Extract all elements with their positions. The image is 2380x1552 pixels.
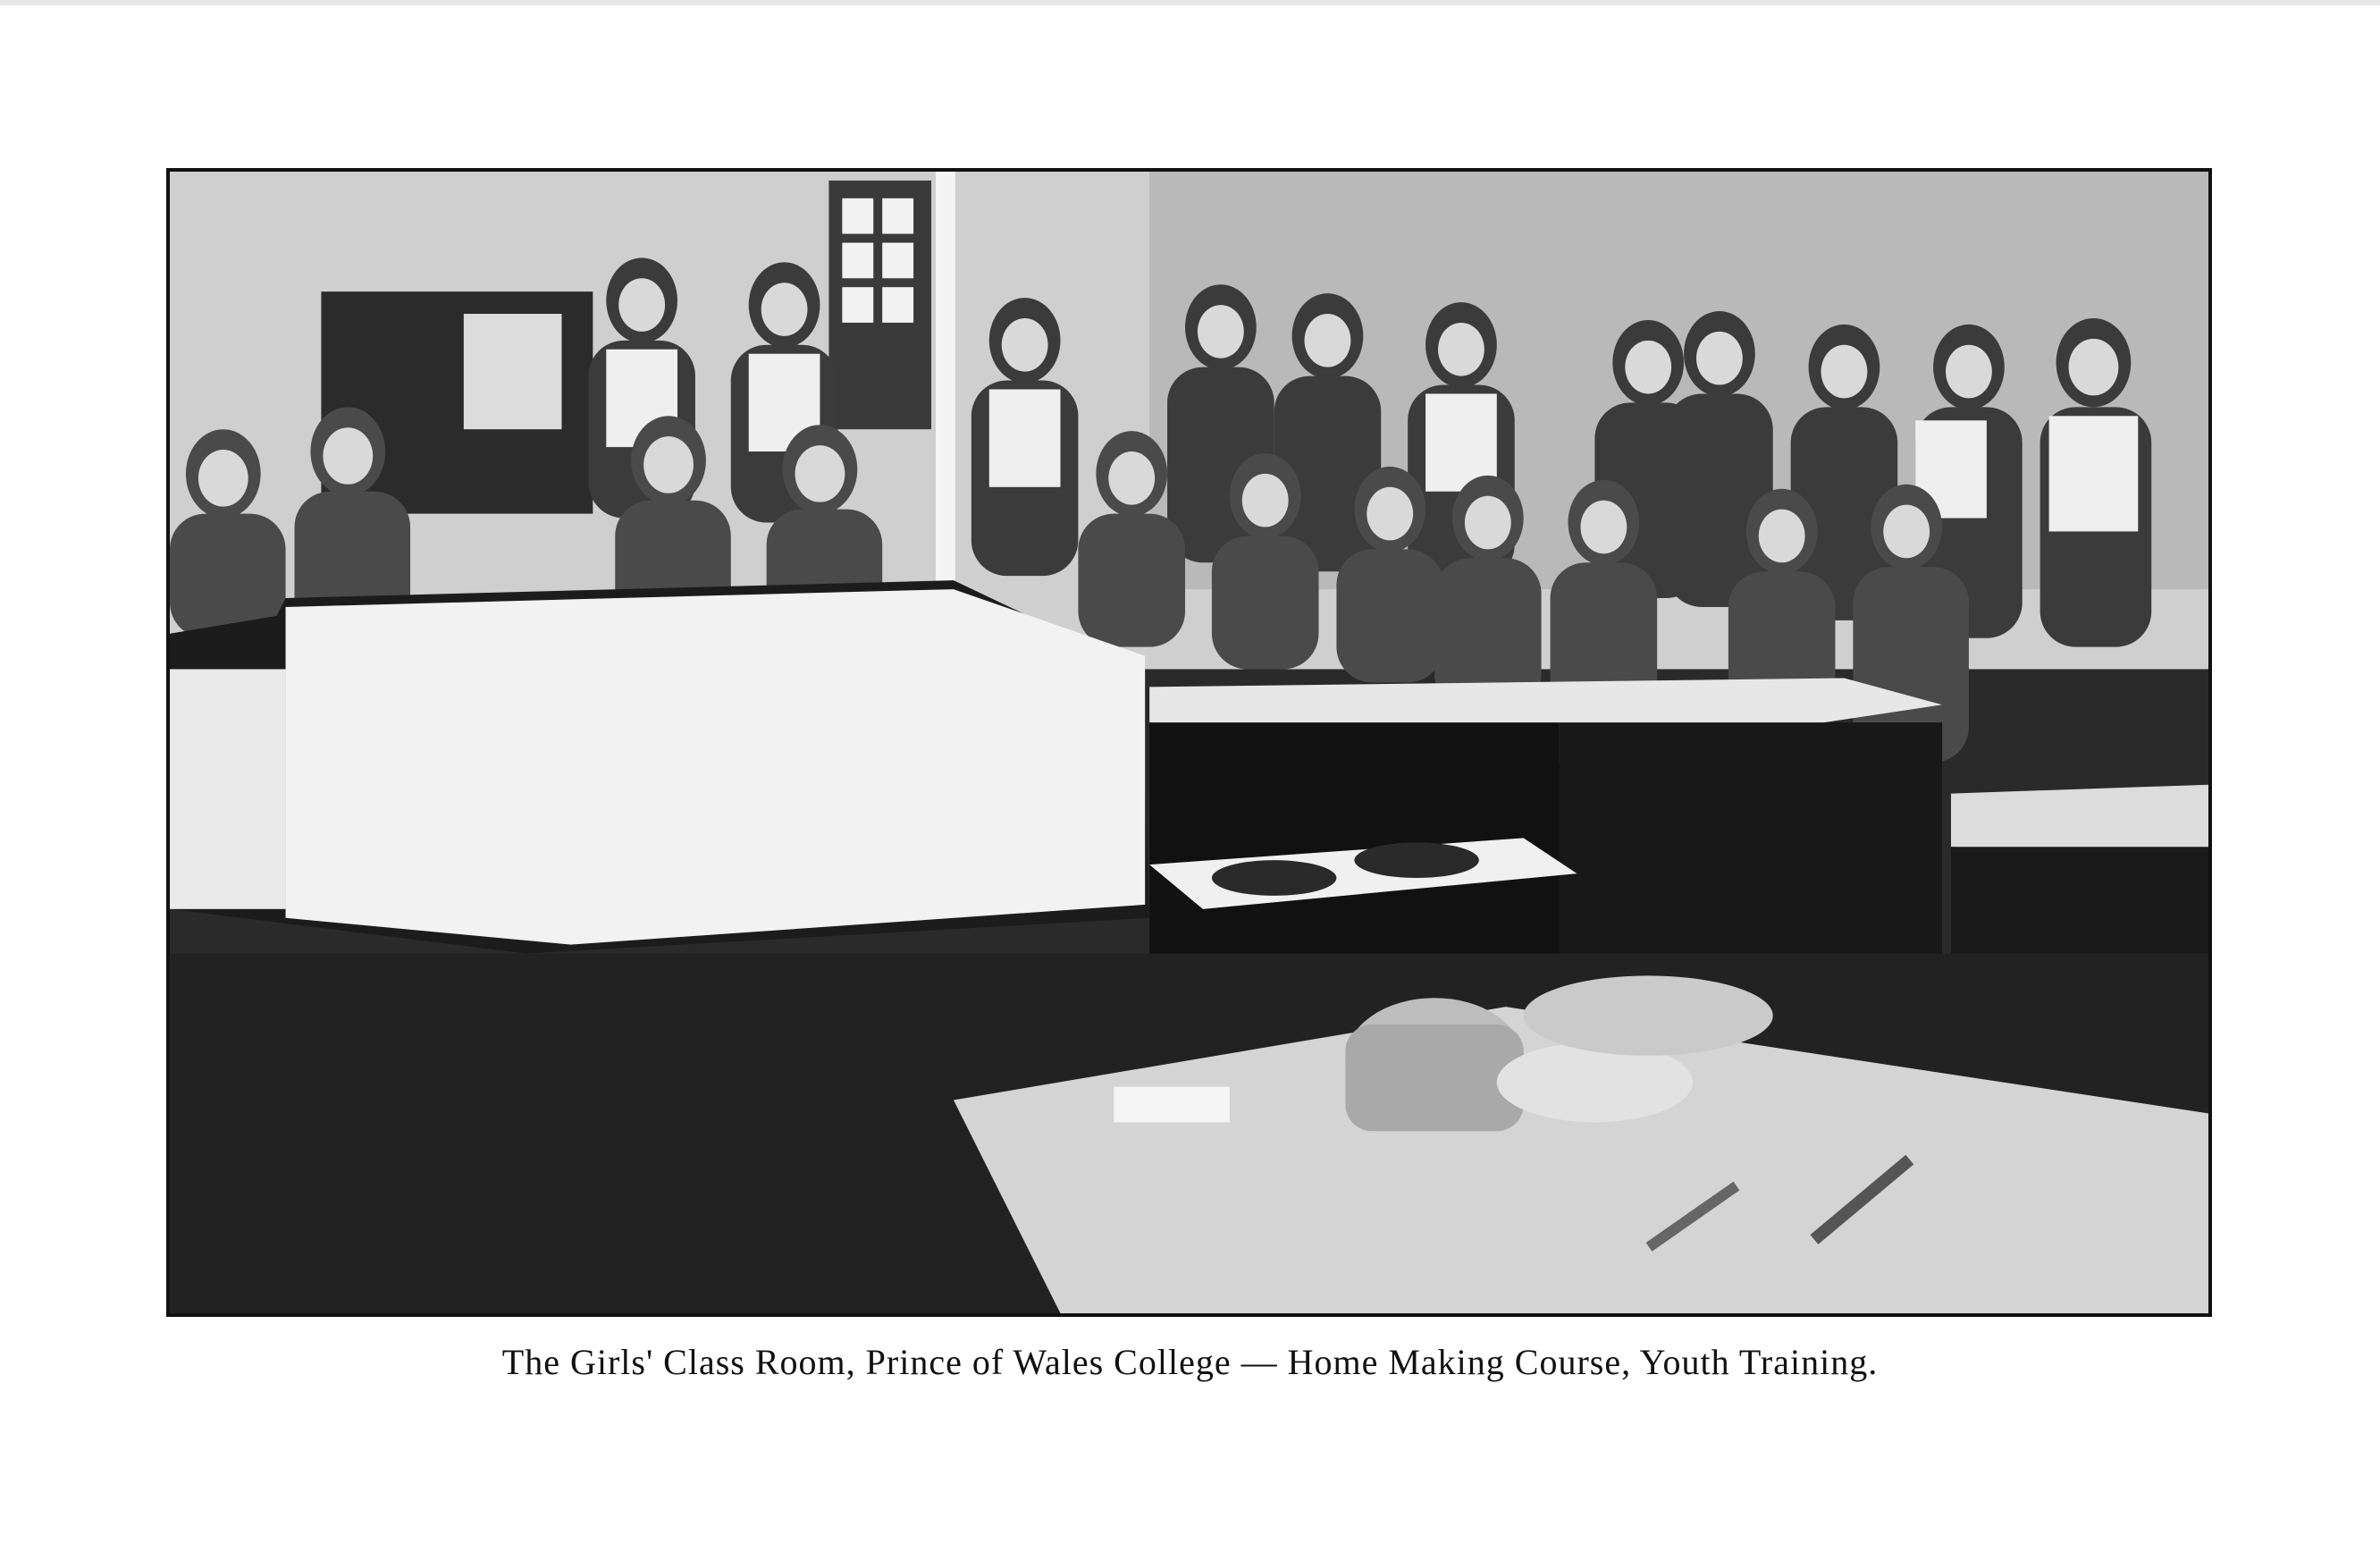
classroom-photograph <box>166 168 2212 1317</box>
front-pot-body <box>1345 1025 1523 1131</box>
right-table-top <box>1951 785 2208 856</box>
middle-table-body-right <box>1560 722 1942 989</box>
scan-top-edge <box>0 0 2380 5</box>
middle-table-body <box>1149 722 1559 953</box>
stove-oven-door <box>464 314 562 429</box>
photo-caption: The Girls' Class Room, Prince of Wales College — Home Making Course, Youth Training. <box>501 1342 1879 1382</box>
front-paper <box>1114 1087 1230 1123</box>
burner-right <box>1354 842 1479 878</box>
white-sink <box>286 589 1146 945</box>
front-dish <box>1524 975 1773 1055</box>
burner-left <box>1212 860 1337 896</box>
sink-left-side <box>170 670 286 909</box>
photo-illustration <box>170 172 2208 1313</box>
